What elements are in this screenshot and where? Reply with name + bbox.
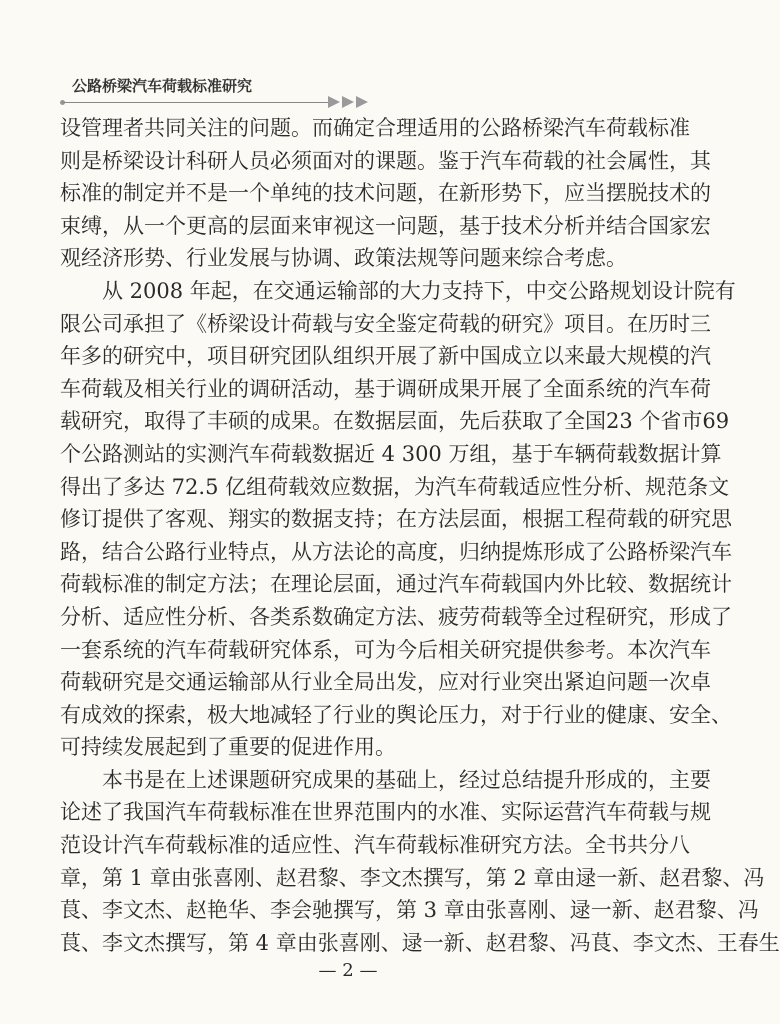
text-line: 一套系统的汽车荷载研究体系，可为今后相关研究提供参考。本次汽车: [60, 637, 711, 662]
text-line: 路，结合公路行业特点，从方法论的高度，归纳提炼形成了公路桥梁汽车: [60, 539, 732, 564]
paragraph: [60, 275, 736, 764]
text-line: 从 2008 年起，在交通运输部的大力支持下，中交公路规划设计院有: [102, 278, 736, 303]
head-arrows-icon: [328, 96, 368, 108]
text-line: 载研究，取得了丰硕的成果。在数据层面，先后获取了全国23 个省市69: [60, 409, 730, 434]
text-line: 个公路测站的实测汽车荷载数据近 4 300 万组，基于车辆荷载数据计算: [60, 441, 722, 466]
text-line: 可持续发展起到了重要的促进作用。: [60, 735, 396, 760]
text-line: 茛、李文杰撰写，第 4 章由张喜刚、逯一新、赵君黎、冯茛、李文杰、王春生: [60, 930, 780, 955]
text-line: 修订提供了客观、翔实的数据支持；在方法层面，根据工程荷载的研究思: [60, 507, 732, 532]
text-line: 年多的研究中，项目研究团队组织开展了新中国成立以来最大规模的汽: [60, 344, 711, 369]
text-line: 则是桥梁设计科研人员必须面对的课题。鉴于汽车荷载的社会属性，其: [60, 148, 711, 173]
text-line: 有成效的探索，极大地减轻了行业的舆论压力，对于行业的健康、安全、: [60, 702, 732, 727]
paragraph: [60, 112, 711, 275]
text-line: 车荷载及相关行业的调研活动，基于调研成果开展了全面系统的汽车荷: [60, 376, 711, 401]
text-line: 限公司承担了《桥梁设计荷载与安全鉴定荷载的研究》项目。在历时三: [60, 311, 711, 336]
text-line: 设管理者共同关注的问题。而确定合理适用的公路桥梁汽车荷载标准: [60, 116, 690, 140]
head-rule: [62, 102, 330, 103]
text-line: 章，第 1 章由张喜刚、赵君黎、李文杰撰写，第 2 章由逯一新、赵君黎、冯: [60, 865, 765, 890]
text-line: 本书是在上述课题研究成果的基础上，经过总结提升形成的，主要: [102, 767, 711, 792]
text-line: 茛、李文杰、赵艳华、李会驰撰写，第 3 章由张喜刚、逯一新、赵君黎、冯: [60, 898, 759, 923]
text-line: 荷载研究是交通运输部从行业全局出发，应对行业突出紧迫问题一次卓: [60, 670, 711, 695]
text-line: 标准的制定并不是一个单纯的技术问题，在新形势下，应当摆脱技术的: [60, 181, 711, 206]
paragraph: [60, 764, 780, 960]
text-line: 范设计汽车荷载标准的适应性、汽车荷载标准研究方法。全书共分八: [60, 833, 690, 858]
text-line: 荷载标准的制定方法；在理论层面，通过汽车荷载国内外比较、数据统计: [60, 572, 732, 597]
text-line: 得出了多达 72.5 亿组荷载效应数据，为汽车荷载适应性分析、规范条文: [60, 474, 730, 499]
running-head: 公路桥梁汽车荷载标准研究: [72, 77, 253, 95]
text-line: 论述了我国汽车荷载标准在世界范围内的水准、实际运营汽车荷载与规: [60, 800, 711, 825]
text-line: 束缚，从一个更高的层面来审视这一问题，基于技术分析并结合国家宏: [60, 213, 711, 238]
text-line: 观经济形势、行业发展与协调、政策法规等问题来综合考虑。: [60, 246, 627, 271]
text-line: 分析、适应性分析、各类系数确定方法、疲劳荷载等全过程研究，形成了: [60, 604, 732, 629]
page-number: — 2 —: [318, 960, 378, 981]
body-text: [60, 112, 780, 959]
